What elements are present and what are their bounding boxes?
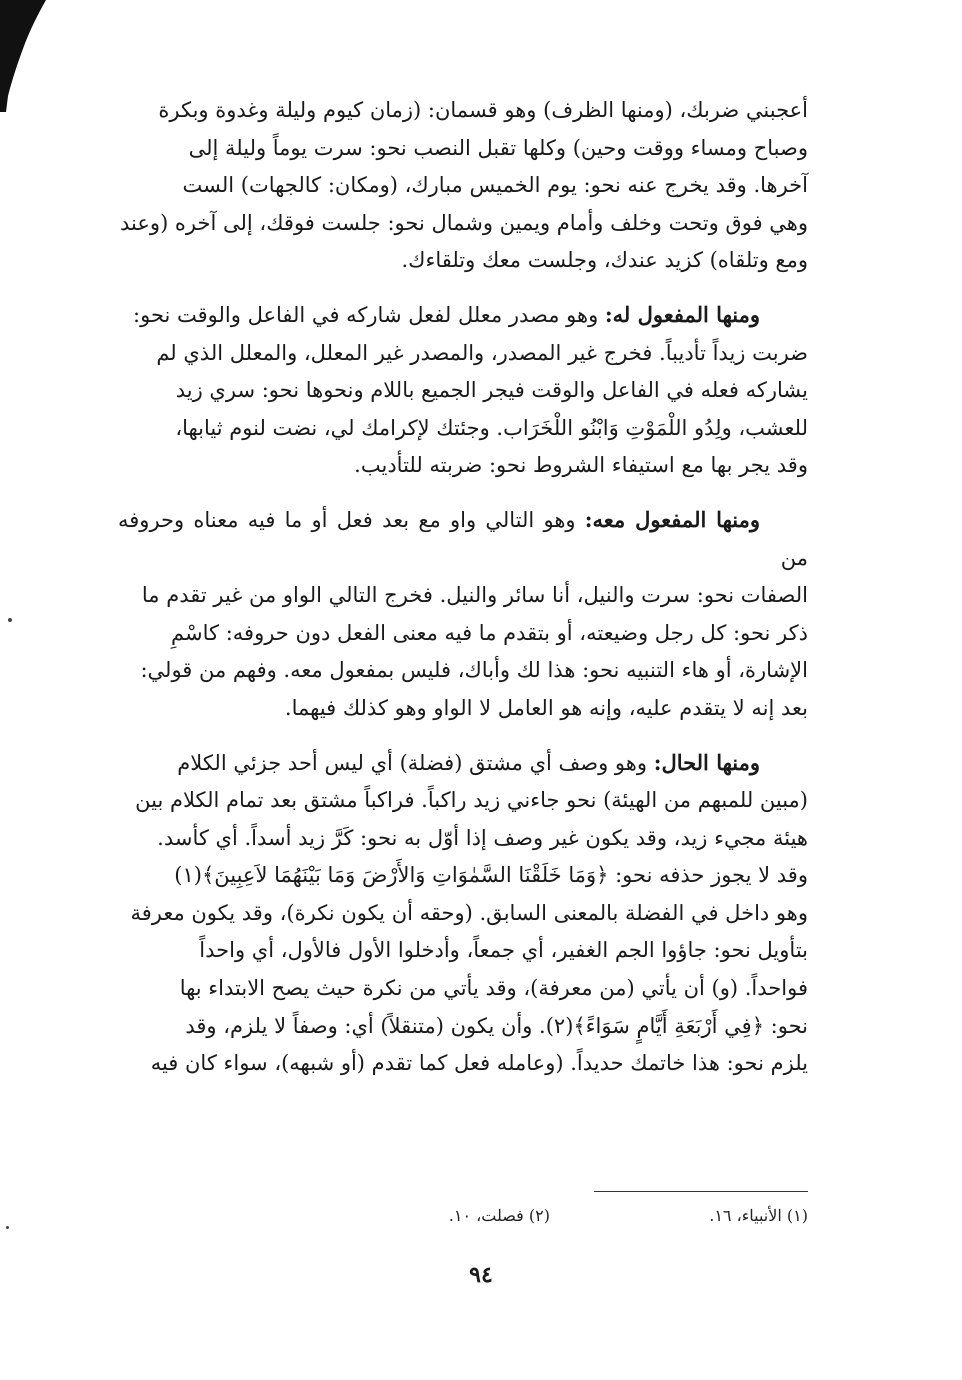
text-line: هيئة مجيء زيد، وقد يكون غير وصف إذا أوّل به نحو: كَرَّ زيد أسداً. أي كأسد.	[157, 825, 808, 850]
scan-corner-shadow	[0, 0, 48, 112]
text-line	[118, 296, 808, 335]
text-line	[118, 744, 808, 783]
footnote-divider	[594, 1191, 808, 1192]
text-span: وهو مصدر معلل لفعل شاركه في الفاعل والوقت نحو:	[133, 302, 599, 327]
section-heading: ومنها المفعول له:	[604, 301, 760, 327]
text-line: يشاركه فعله في الفاعل والوقت فيجر الجميع باللام ونحوها نحو: سري زيد	[175, 378, 808, 403]
text-line: الإشارة، أو هاء التنبيه نحو: هذا لك وأباك، فليس بمفعول معه. وفهم من قولي:	[140, 658, 808, 683]
text-line: للعشب، ولِدُو اللْمَوْتِ وَابْنُو اللْخَرَاب. وجئتك لإكرامك لي، نضت لنوم ثيابها،	[175, 415, 808, 440]
text-line: آخرها. وقد يخرج عنه نحو: يوم الخميس مبارك، (ومكان: كالجهات) الست	[182, 173, 808, 198]
text-line	[118, 501, 808, 577]
scan-speck	[8, 618, 12, 622]
text-span: وهو وصف أي مشتق (فضلة) أي ليس أحد جزئي الكلام	[177, 750, 647, 775]
page-number: ٩٤	[469, 1262, 493, 1288]
text-line: بعد إنه لا يتقدم عليه، وإنه هو العامل لا الواو وهو كذلك فيهما.	[284, 695, 808, 720]
text-line: أعجبني ضربك، (ومنها الظرف) وهو قسمان: (زمان كيوم وليلة وغدوة وبكرة	[158, 98, 808, 122]
paragraph-mafool-lahu	[118, 296, 808, 485]
text-span: وهو التالي واو مع بعد فعل أو ما فيه معناه وحروفه من	[118, 507, 808, 570]
text-line: وقد لا يجوز حذفه نحو: ﴿وَمَا خَلَقْنَا السَّمٰوَاتِ وَالأَرْضَ وَمَا بَيْنَهُمَا لاَعِبِينَ﴾(١)	[174, 863, 808, 888]
footnote-1: (١) الأنبياء، ١٦.	[709, 1206, 808, 1225]
paragraph-hal	[118, 744, 808, 1083]
text-line: (مبين للمبهم من الهيئة) نحو جاءني زيد راكباً. فراكباً مشتق بعد تمام الكلام بين	[135, 788, 808, 813]
text-line: وقد يجر بها مع استيفاء الشروط نحو: ضربته للتأديب.	[354, 453, 808, 478]
text-line: وصباح ومساء ووقت وحين) وكلها تقبل النصب نحو: سرت يوماً وليلة إلى	[188, 135, 808, 160]
scan-speck	[6, 1226, 9, 1229]
paragraph-zarf	[118, 92, 808, 280]
text-line: نحو: ﴿فِي أَرْبَعَةِ أَيَّامٍ سَوَاءً﴾(٢). وأن يكون (متنقلاً) أي: وصفاً لا يلزم، وقد	[185, 1013, 808, 1038]
text-line: الصفات نحو: سرت والنيل، أنا سائر والنيل. فخرج التالي الواو من غير تقدم ما	[141, 583, 808, 608]
text-line: بتأويل نحو: جاؤوا الجم الغفير، أي جمعاً، وأدخلوا الأول فالأول، أي واحداً	[199, 938, 808, 963]
text-line: وهو داخل في الفضلة بالمعنى السابق. (وحقه أن يكون نكرة)، وقد يكون معرفة	[130, 900, 808, 925]
text-line: وهي فوق وتحت وخلف وأمام ويمين وشمال نحو: جلست فوقك، إلى آخره (وعند	[120, 210, 808, 235]
paragraph-mafool-maahu	[118, 501, 808, 728]
section-heading: ومنها الحال:	[653, 749, 760, 775]
text-line: ضربت زيداً تأديباً. فخرج غير المصدر، والمصدر غير المعلل، والمعلل الذي لم	[156, 340, 808, 365]
section-heading: ومنها المفعول معه:	[584, 506, 760, 532]
footnote-2: (٢) فصلت، ١٠.	[448, 1206, 550, 1225]
text-line: ذكر نحو: كل رجل وضيعته، أو بتقدم ما فيه معنى الفعل دون حروفه: كاسْمِ	[171, 620, 808, 645]
text-line: ومع وتلقاه) كزيد عندك، وجلست معك وتلقاءك.	[401, 248, 808, 273]
text-line: يلزم نحو: هذا خاتمك حديداً. (وعامله فعل كما تقدم (أو شبهه)، سواء كان فيه	[150, 1051, 808, 1076]
page-body	[118, 92, 808, 1099]
text-line: فواحداً. (و) أن يأتي (من معرفة)، وقد يأتي من نكرة حيث يصح الابتداء بها	[179, 976, 808, 1001]
